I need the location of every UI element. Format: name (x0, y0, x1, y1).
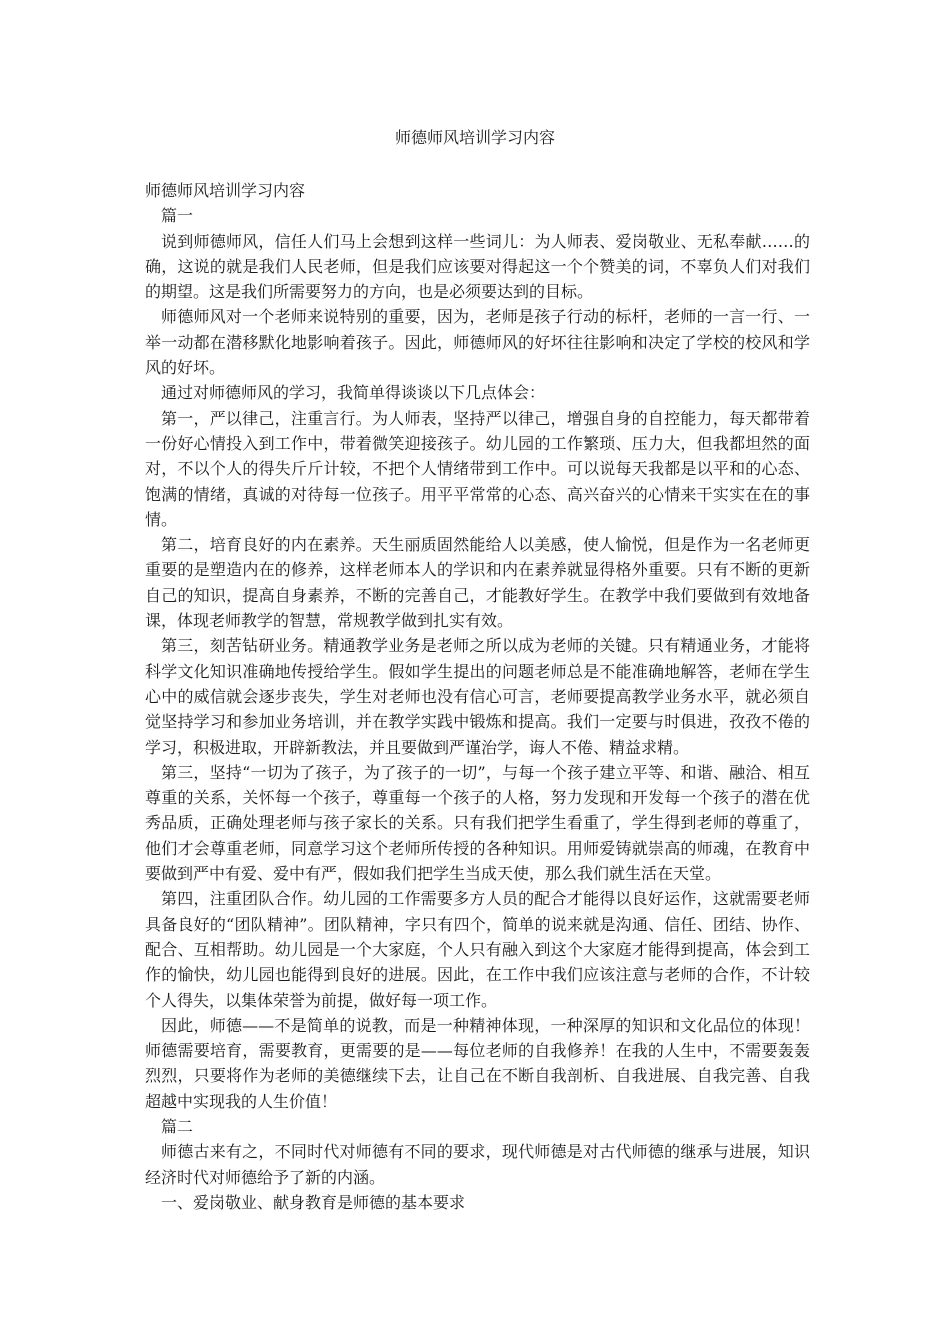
paragraph: 师德古来有之，不同时代对师德有不同的要求，现代师德是对古代师德的继承与进展，知识经济时代对师德给予了新的内涵。 (145, 1142, 810, 1187)
section-heading-part-2: 篇二 (161, 1116, 194, 1136)
paragraph: 第三，刻苦钻研业务。精通教学业务是老师之所以成为老师的关键。只有精通业务，才能将科学文化知识准确地传授给学生。假如学生提出的问题老师总是不能准确地解答，老师在学生心中的威信就会逐步丧失，学生对老师也没有信心可言，老师要提高教学业务水平，就必须自觉坚持学习和参加业务培训，并在教学实践中锻炼和提高。我们一定要与时俱进，孜孜不倦的学习，积极进取，开辟新教法，并且要做到严谨治学，诲人不倦、精益求精。 (145, 636, 810, 757)
paragraph: 第一，严以律己，注重言行。为人师表，坚持严以律己，增强自身的自控能力，每天都带着一份好心情投入到工作中，带着微笑迎接孩子。幼儿园的工作繁琐、压力大，但我都坦然的面对，不以个人的得失斤斤计较，不把个人情绪带到工作中。可以说每天我都是以平和的心态、饱满的情绪，真诚的对待每一位孩子。用平平常常的心态、高兴奋兴的心情来干实实在在的事情。 (145, 408, 810, 529)
paragraph: 师德师风对一个老师来说特别的重要，因为，老师是孩子行动的标杆，老师的一言一行、一举一动都在潜移默化地影响着孩子。因此，师德师风的好坏往往影响和决定了学校的校风和学风的好坏。 (145, 307, 810, 378)
paragraph: 因此，师德——不是简单的说教，而是一种精神体现，一种深厚的知识和文化品位的体现！师德需要培育，需要教育，更需要的是——每位老师的自我修养！在我的人生中，不需要轰轰烈烈，只要将作为老师的美德继续下去，让自己在不断自我剖析、自我进展、自我完善、自我超越中实现我的人生价值！ (145, 1015, 810, 1111)
paragraph: 第四，注重团队合作。幼儿园的工作需要多方人员的配合才能得以良好运作，这就需要老师具备良好的“团队精神”。团队精神，字只有四个，简单的说来就是沟通、信任、团结、协作、配合、互相帮助。幼儿园是一个大家庭，个人只有融入到这个大家庭才能得到提高，体会到工作的愉快，幼儿园也能得到良好的进展。因此，在工作中我们应该注意与老师的合作，不计较个人得失，以集体荣誉为前提，做好每一项工作。 (145, 889, 810, 1010)
document-title: 师德师风培训学习内容 (394, 128, 555, 147)
document-body (145, 178, 810, 1215)
paragraph: 第二，培育良好的内在素养。天生丽质固然能给人以美感，使人愉悦，但是作为一名老师更重要的是塑造内在的修养，这样老师本人的学识和内在素养就显得格外重要。只有不断的更新自己的知识，提高自身素养，不断的完善自己，才能教好学生。在教学中我们要做到有效地备课，体现老师教学的智慧，常规教学做到扎实有效。 (145, 535, 810, 631)
paragraph: 第三，坚持“一切为了孩子，为了孩子的一切”，与每一个孩子建立平等、和谐、融洽、相互尊重的关系，关怀每一个孩子，尊重每一个孩子的人格，努力发现和开发每一个孩子的潜在优秀品质，正确处理老师与孩子家长的关系。只有我们把学生看重了，学生得到老师的尊重了，他们才会尊重老师，同意学习这个老师所传授的各种知识。用师爱铸就崇高的师魂，在教育中要做到严中有爱、爱中有严，假如我们把学生当成天使，那么我们就生活在天堂。 (145, 762, 810, 884)
subsection-heading: 一、爱岗敬业、献身教育是师德的基本要求 (161, 1192, 466, 1212)
section-heading-part-1: 篇一 (161, 206, 194, 226)
document-subtitle: 师德师风培训学习内容 (145, 181, 306, 200)
paragraph: 通过对师德师风的学习，我简单得谈谈以下几点体会： (161, 383, 546, 403)
paragraph: 说到师德师风，信任人们马上会想到这样一些词儿：为人师表、爱岗敬业、无私奉献……的确，这说的就是我们人民老师，但是我们应该要对得起这一个个赞美的词，不辜负人们对我们的期望。这是我们所需要努力的方向，也是必须要达到的目标。 (145, 231, 810, 302)
